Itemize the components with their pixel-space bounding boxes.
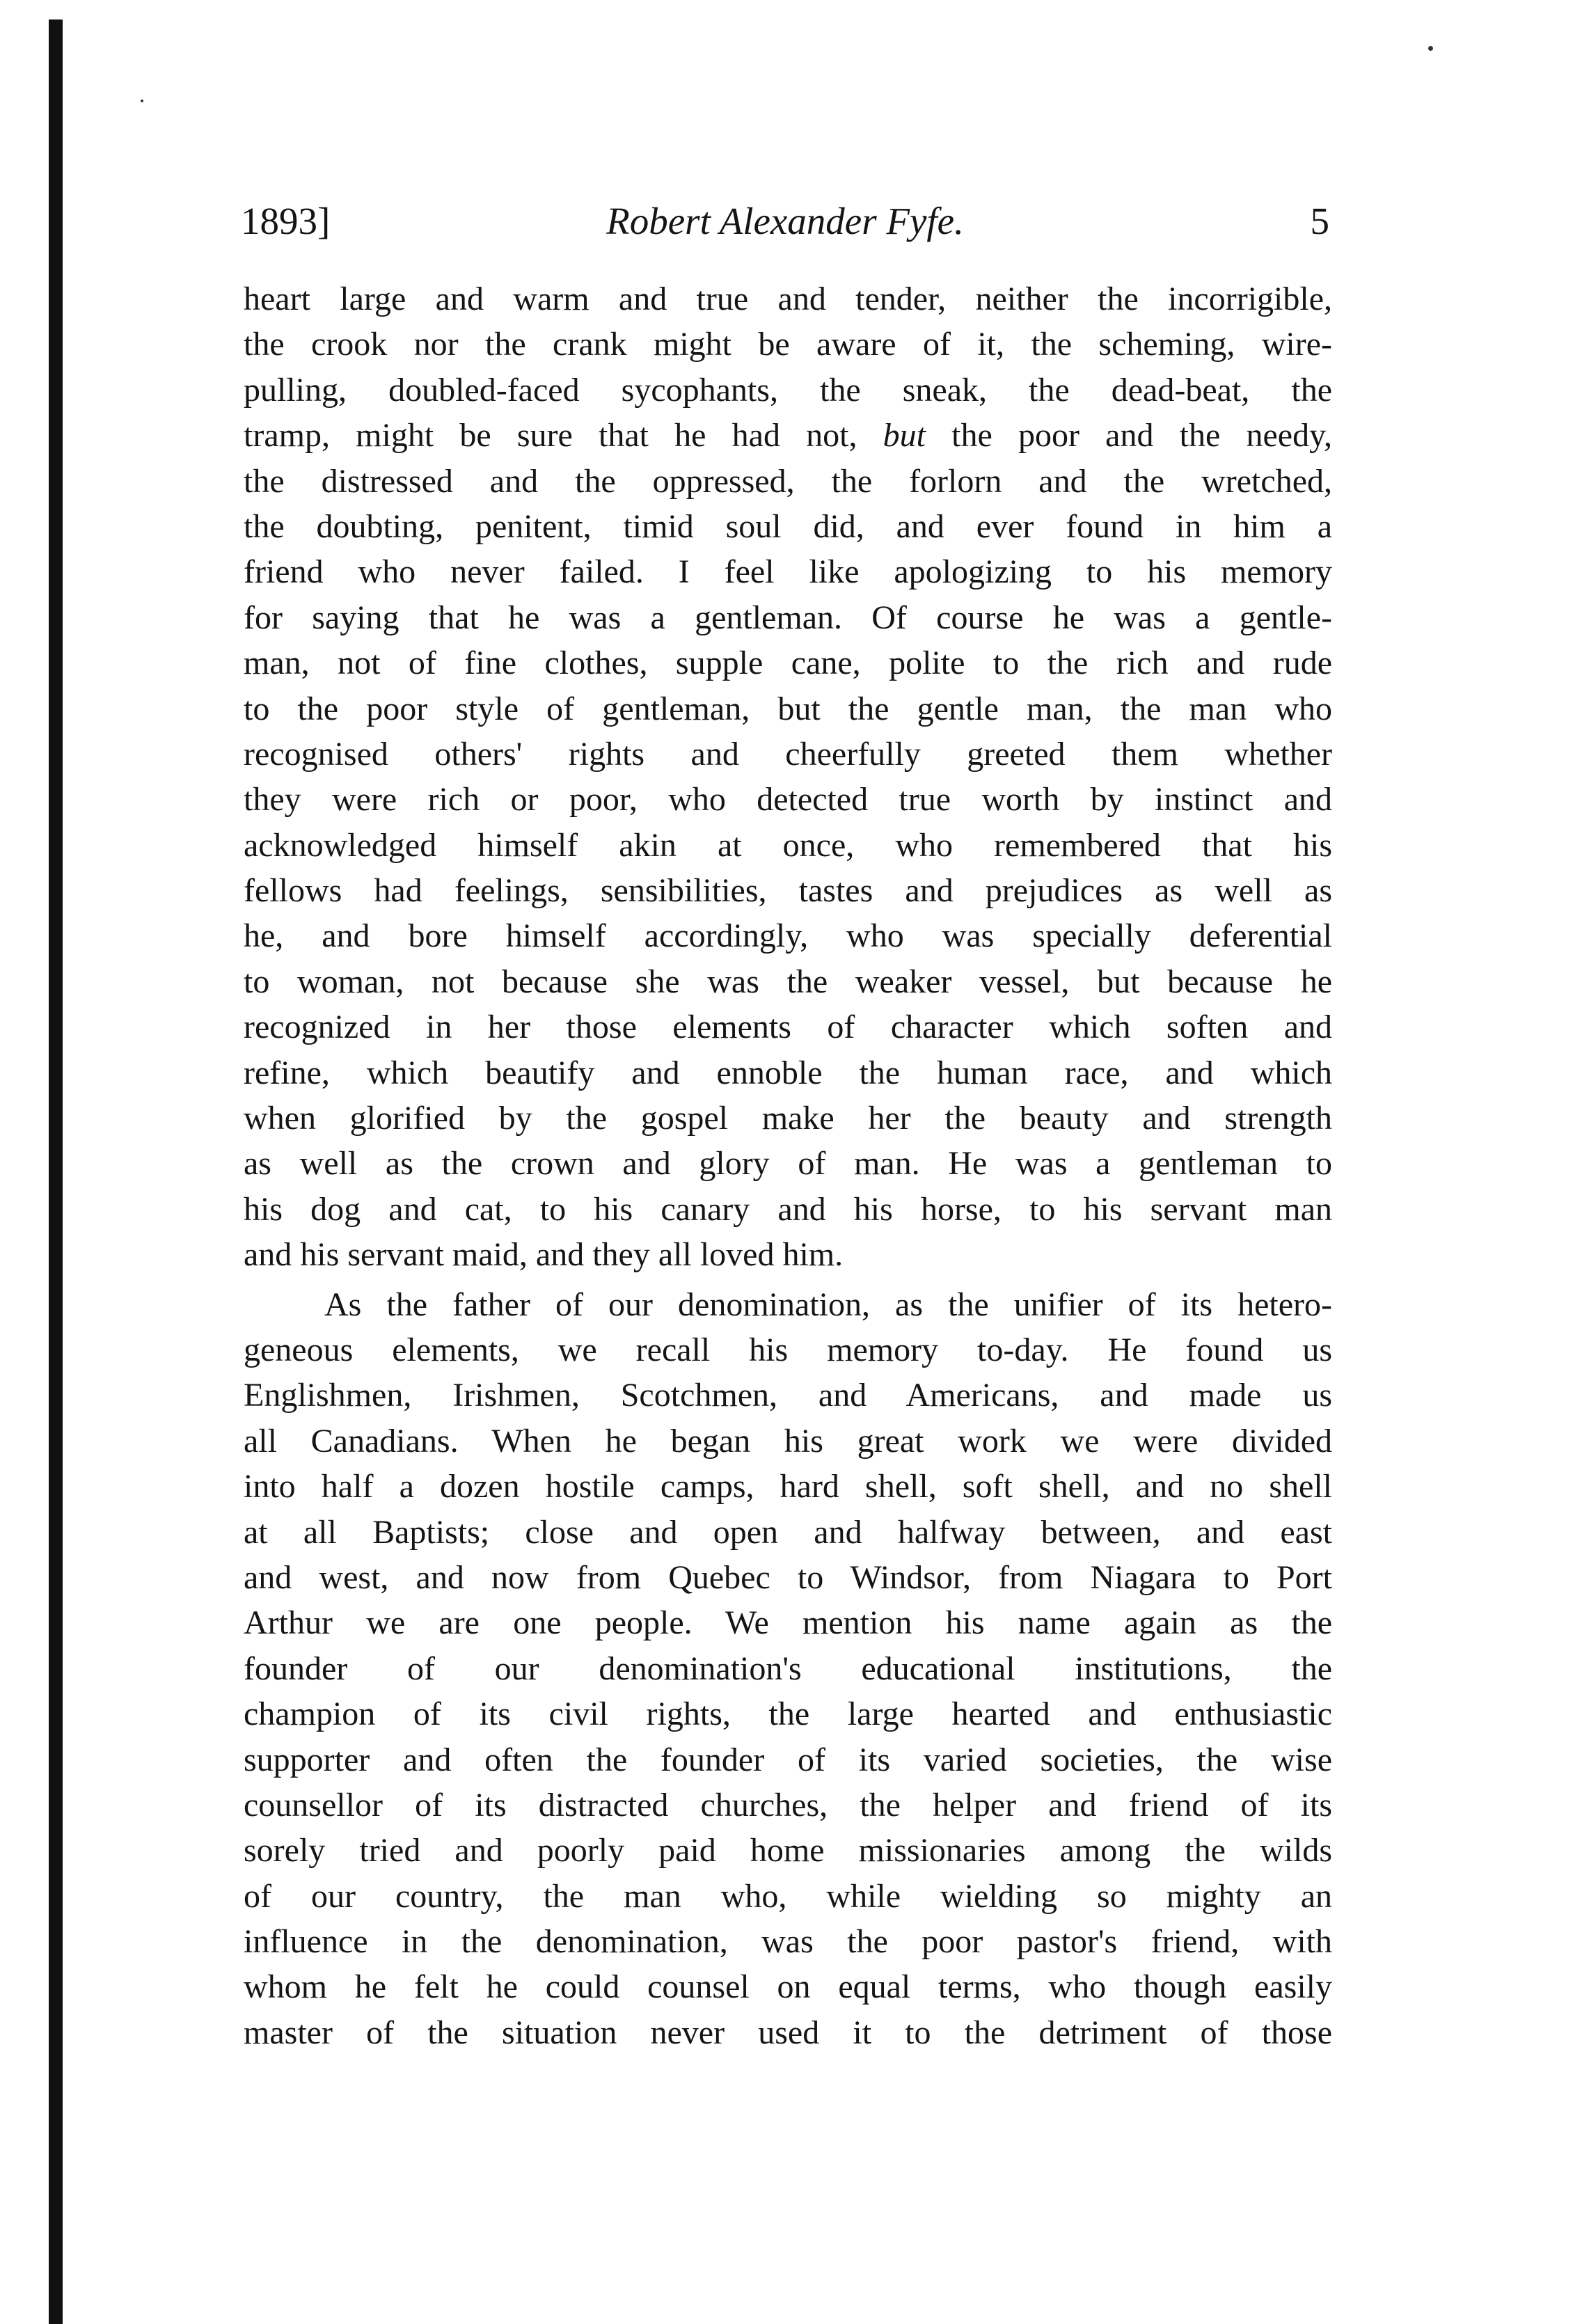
paragraph [244,1282,1332,2056]
running-head-title: Robert Alexander Fyfe. [606,200,964,242]
text-line: pulling, doubled-faced sycophants, the sneak, the dead-beat, the [244,371,1332,409]
text-line: the distressed and the oppressed, the forlorn and the wretched, [244,462,1332,500]
page-binding-edge [49,19,63,2324]
scan-speck [141,100,143,102]
text-line: to the poor style of gentleman, but the gentle man, the man who [244,690,1332,727]
text-line: master of the situation never used it to the detriment of those [244,2014,1332,2051]
text-line: Arthur we are one people. We mention his name again as the [244,1604,1332,1642]
text-line: and his servant maid, and they all loved him. [244,1236,844,1274]
text-line: his dog and cat, to his canary and his horse, to his servant man [244,1190,1332,1228]
text-line: tramp, might be sure that he had not, but the poor and the needy, [244,417,1332,454]
text-line: they were rich or poor, who detected true worth by instinct and [244,781,1332,819]
text-line: fellows had feelings, sensibilities, tastes and prejudices as well as [244,872,1332,910]
text-line: founder of our denomination's educational institutions, the [244,1650,1332,1687]
body-text [244,276,1332,2055]
text-line: to woman, not because she was the weaker vessel, but because he [244,963,1332,1000]
text-line: refine, which beautify and ennoble the human race, and which [244,1054,1332,1091]
text-line: and west, and now from Quebec to Windsor, from Niagara to Port [244,1558,1332,1596]
page-number: 5 [1310,200,1329,242]
text-line: Englishmen, Irishmen, Scotchmen, and Americans, and made us [244,1377,1332,1414]
text-line: champion of its civil rights, the large hearted and enthusiastic [244,1695,1332,1733]
text-line: into half a dozen hostile camps, hard shell, soft shell, and no shell [244,1468,1332,1505]
text-line: all Canadians. When he began his great work we were divided [244,1422,1332,1460]
text-line: friend who never failed. I feel like apologizing to his memory [244,553,1332,591]
scan-speck [1428,46,1433,51]
text-line: the doubting, penitent, timid soul did, and ever found in him a [244,507,1332,545]
text-line: As the father of our denomination, as the unifier of its hetero- [324,1286,1332,1323]
text-line: heart large and warm and true and tender, neither the incorrigible, [244,280,1332,317]
running-head-year: 1893] [241,200,331,242]
text-line: recognized in her those elements of character which soften and [244,1009,1332,1046]
text-line: for saying that he was a gentleman. Of course he was a gentle- [244,599,1332,636]
text-line: whom he felt he could counsel on equal terms, who though easily [244,1968,1332,2006]
text-line: influence in the denomination, was the poor pastor's friend, with [244,1923,1332,1961]
text-line: he, and bore himself accordingly, who was specially deferential [244,917,1332,955]
text-line: man, not of fine clothes, supple cane, polite to the rich and rude [244,645,1332,682]
text-line: supporter and often the founder of its varied societies, the wise [244,1741,1332,1778]
text-line: as well as the crown and glory of man. He was a gentleman to [244,1145,1332,1183]
text-line: recognised others' rights and cheerfully greeted them whether [244,735,1332,773]
text-line: at all Baptists; close and open and halfway between, and east [244,1513,1332,1551]
text-line: of our country, the man who, while wielding so mighty an [244,1877,1332,1915]
text-line: the crook nor the crank might be aware of it, the scheming, wire- [244,326,1332,363]
text-line: when glorified by the gospel make her the beauty and strength [244,1100,1332,1137]
text-line: sorely tried and poorly paid home missionaries among the wilds [244,1832,1332,1870]
text-line: acknowledged himself akin at once, who remembered that his [244,826,1332,864]
running-head [241,197,1329,253]
text-line: counsellor of its distracted churches, the helper and friend of its [244,1786,1332,1824]
text-line: geneous elements, we recall his memory to-day. He found us [244,1331,1332,1368]
paragraph [244,276,1332,1278]
